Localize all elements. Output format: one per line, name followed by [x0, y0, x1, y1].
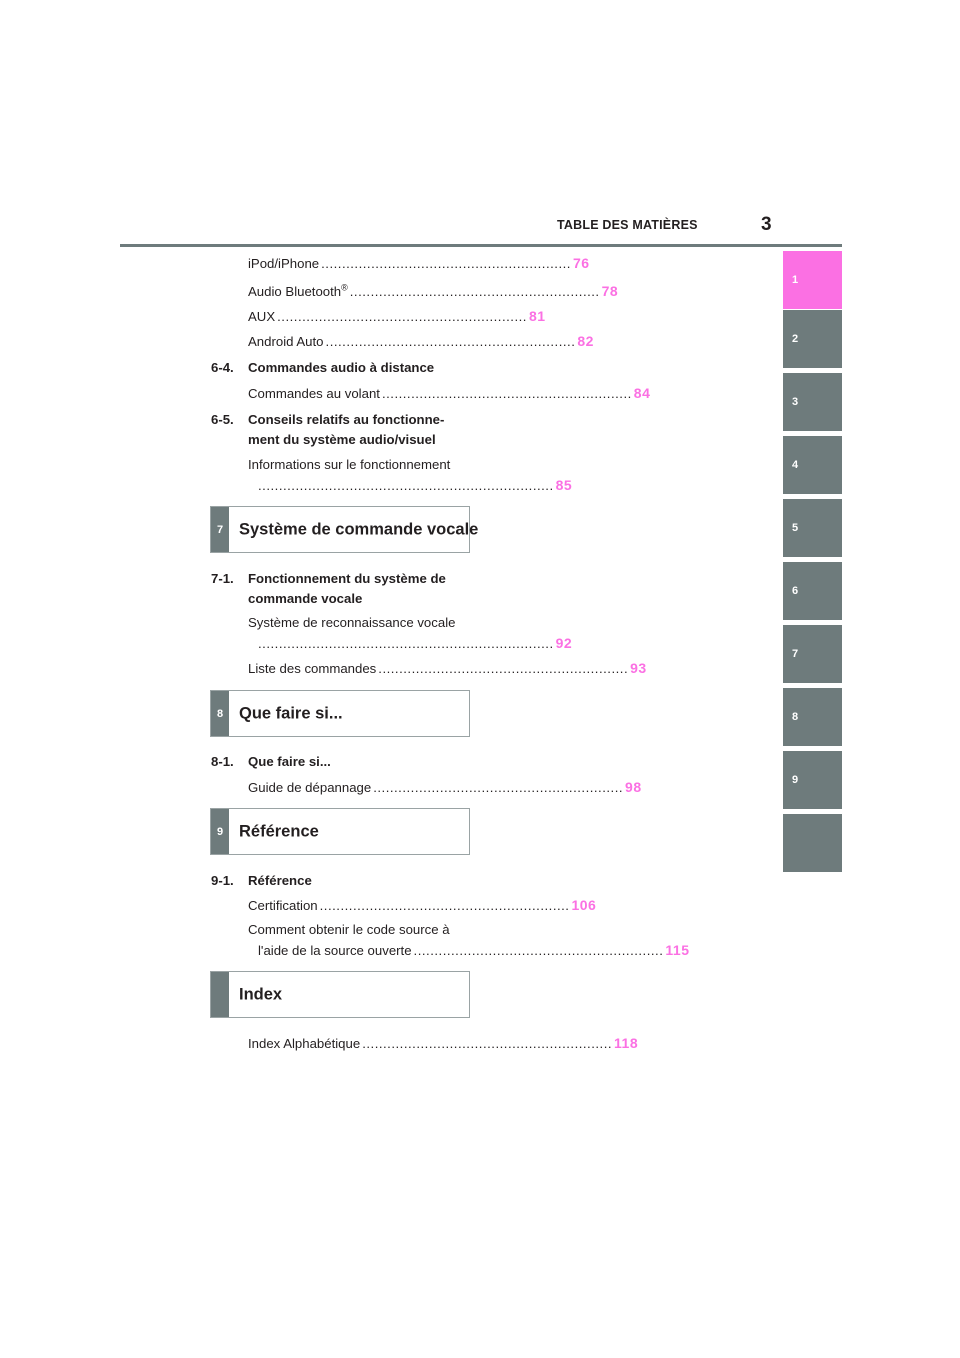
chapter-number-block [211, 972, 229, 1017]
section-number: 8-1. [211, 754, 234, 769]
section-number: 6-5. [211, 412, 234, 427]
page-ref[interactable]: 76 [572, 255, 590, 271]
section-number: 7-1. [211, 571, 234, 586]
section-title: Fonctionnement du système de [248, 571, 446, 586]
chapter-tab-4[interactable]: 4 [783, 436, 842, 494]
chapter-tab-7[interactable]: 7 [783, 625, 842, 683]
chapter-tab-5[interactable]: 5 [783, 499, 842, 557]
chapter-number-block: 8 [211, 691, 229, 736]
leader-dots: ....................................................................... [258, 636, 554, 651]
toc-entry-ipod[interactable]: iPod/iPhone ............................................................ 76 [248, 255, 590, 271]
section-title: Référence [248, 873, 312, 888]
chapter-header-7[interactable] [210, 506, 479, 553]
section-title: Conseils relatifs au fonctionne- [248, 412, 445, 427]
section-title-cont: ment du système audio/visuel [248, 432, 436, 447]
section-number: 9-1. [211, 873, 234, 888]
page-ref[interactable]: 118 [614, 1035, 639, 1051]
page-ref[interactable]: 98 [625, 779, 642, 795]
toc-entry-android-auto[interactable]: Android Auto ............................................................ 82 [248, 333, 594, 349]
page-ref[interactable]: 115 [665, 942, 690, 958]
leader-dots: ............................................................ [373, 780, 624, 795]
page-ref[interactable]: 93 [630, 660, 647, 676]
chapter-title: Index [239, 985, 283, 1003]
chapter-tab-9[interactable]: 9 [783, 751, 842, 809]
leader-dots: ............................................................ [381, 386, 632, 401]
leader-dots: ....................................................................... [258, 478, 554, 493]
page-number: 3 [761, 214, 772, 235]
toc-entry-certification[interactable]: Certification ............................................................ 106 [248, 897, 597, 913]
chapter-tab-6[interactable]: 6 [783, 562, 842, 620]
chapter-tab-3[interactable]: 3 [783, 373, 842, 431]
leader-dots: ............................................................ [413, 943, 664, 958]
toc-entry-steering-controls[interactable]: Commandes au volant ............................................................ 84 [248, 385, 651, 401]
leader-dots: ............................................................ [321, 256, 571, 271]
section-number: 6-4. [211, 360, 234, 375]
leader-dots: ............................................................ [319, 898, 570, 913]
page-ref[interactable]: 106 [571, 897, 597, 913]
page-ref[interactable]: 84 [633, 385, 651, 401]
toc-entry-source-code[interactable]: l'aide de la source ouverte ............................................................ 115 [258, 942, 690, 958]
leader-dots: ............................................................ [325, 334, 576, 349]
chapter-number-block: 7 [211, 507, 229, 552]
toc-entry-bluetooth[interactable]: Audio Bluetooth® ............................................................ 78 [248, 282, 619, 299]
chapter-title: Que faire si... [239, 704, 343, 722]
toc-entry-voice-recognition[interactable] [258, 635, 573, 651]
chapter-header-index[interactable] [210, 971, 470, 1018]
toc-entry-command-list[interactable]: Liste des commandes ............................................................ 93 [248, 660, 647, 676]
page-ref[interactable]: 85 [555, 477, 573, 493]
leader-dots: ............................................................ [277, 309, 527, 324]
header-title: TABLE DES MATIÈRES [557, 218, 698, 232]
header-divider [120, 244, 842, 247]
toc-entry-info-text: Informations sur le fonctionnement [248, 457, 451, 472]
chapter-tab-1[interactable]: 1 [783, 251, 842, 309]
chapter-title: Référence [239, 822, 319, 840]
toc-entry-source-code-text: Comment obtenir le code source à [248, 922, 450, 937]
leader-dots: ............................................................ [378, 661, 629, 676]
leader-dots: ............................................................ [349, 284, 600, 299]
chapter-header-8[interactable] [210, 690, 470, 737]
toc-entry-troubleshooting[interactable]: Guide de dépannage ............................................................ 98 [248, 779, 642, 795]
chapter-number-block: 9 [211, 809, 229, 854]
toc-entry-alphabetical-index[interactable]: Index Alphabétique ............................................................ 118 [248, 1035, 639, 1051]
section-title: Commandes audio à distance [248, 360, 435, 375]
chapter-title: Système de commande vocale [239, 520, 479, 538]
chapter-tab-index[interactable] [783, 814, 842, 872]
chapter-header-9[interactable] [210, 808, 470, 855]
toc-entry-voice-text: Système de reconnaissance vocale [248, 615, 456, 630]
chapter-tab-8[interactable]: 8 [783, 688, 842, 746]
section-title-cont: commande vocale [248, 591, 363, 606]
page-ref[interactable]: 81 [528, 308, 546, 324]
page-ref[interactable]: 78 [601, 283, 619, 299]
page-ref[interactable]: 92 [555, 635, 573, 651]
chapter-tab-2[interactable]: 2 [783, 310, 842, 368]
toc-entry-info-operation[interactable] [258, 477, 573, 493]
leader-dots: ............................................................ [362, 1036, 613, 1051]
toc-entry-aux[interactable]: AUX ............................................................ 81 [248, 308, 546, 324]
section-title: Que faire si... [248, 754, 331, 769]
page-ref[interactable]: 82 [577, 333, 594, 349]
